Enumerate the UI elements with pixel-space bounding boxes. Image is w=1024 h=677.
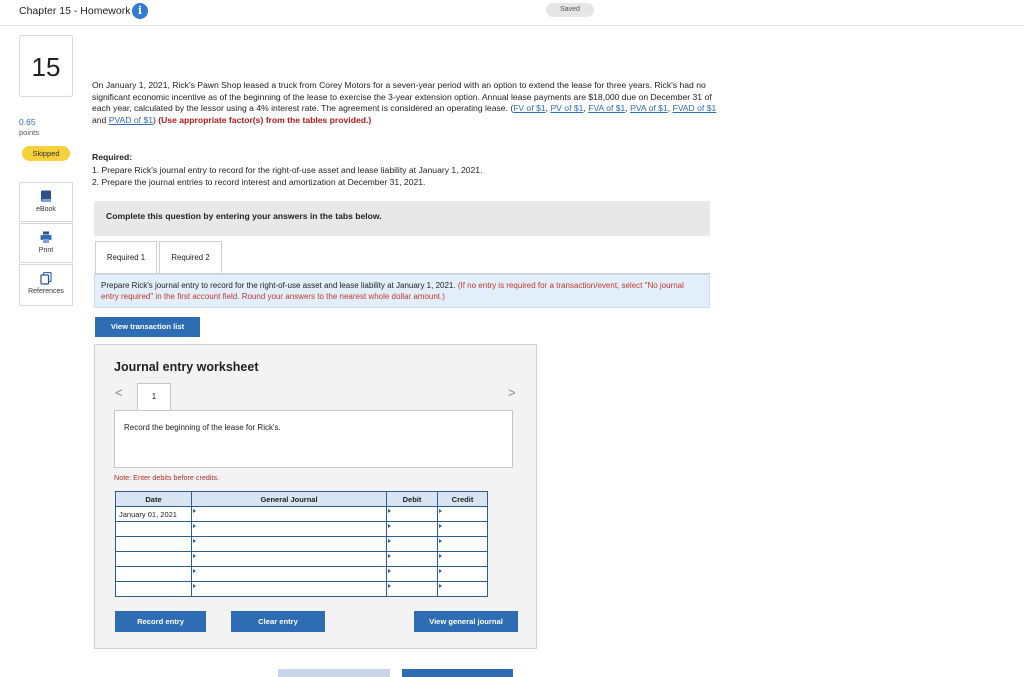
credit-cell[interactable] <box>438 537 488 552</box>
journal-entry-worksheet <box>94 344 537 649</box>
printer-icon <box>40 231 52 244</box>
worksheet-title: Journal entry worksheet <box>114 360 259 374</box>
dropdown-marker-icon <box>193 509 196 513</box>
credit-cell[interactable] <box>438 522 488 537</box>
input-marker-icon <box>388 569 391 573</box>
table-row <box>116 507 488 522</box>
input-marker-icon <box>388 539 391 543</box>
debit-cell[interactable] <box>387 537 438 552</box>
credit-cell[interactable] <box>438 567 488 582</box>
clear-entry-button[interactable]: Clear entry <box>231 611 325 632</box>
account-cell[interactable] <box>192 582 387 597</box>
chapter-title: Chapter 15 - Homework <box>19 5 131 17</box>
journal-table <box>115 491 488 597</box>
column-header-credit: Credit <box>438 492 488 507</box>
date-cell[interactable] <box>116 567 192 582</box>
tab-required-1[interactable]: Required 1 <box>95 241 157 273</box>
table-row <box>116 537 488 552</box>
required-item-1: 1. Prepare Rick's journal entry to record for the right-of-use asset and lease liability at January 1, 2021. <box>92 164 483 175</box>
input-marker-icon <box>439 524 442 528</box>
view-transaction-list-button[interactable]: View transaction list <box>95 317 200 337</box>
points-value: 0.65 <box>19 117 36 127</box>
input-marker-icon <box>439 539 442 543</box>
account-cell[interactable] <box>192 537 387 552</box>
date-cell[interactable] <box>116 522 192 537</box>
required-item-2: 2. Prepare the journal entries to record interest and amortization at December 31, 2021. <box>92 177 426 187</box>
points-label: points <box>19 128 40 137</box>
dropdown-marker-icon <box>193 539 196 543</box>
next-tab-button[interactable] <box>402 669 513 677</box>
problem-text <box>92 80 717 126</box>
saved-badge: Saved <box>546 3 594 17</box>
input-marker-icon <box>388 524 391 528</box>
ebook-label: eBook <box>36 206 56 213</box>
instruction-note: (If no entry is required for a transaction/event, select "No journal entry required" in the first account field. Round your answers to the nearest whole dollar amount.) <box>101 281 684 301</box>
link-pva[interactable]: PVA of $1 <box>630 103 668 114</box>
link-fvad[interactable]: FVAD of $1 <box>672 103 717 114</box>
print-label: Print <box>38 247 54 254</box>
credit-cell[interactable] <box>438 552 488 567</box>
input-marker-icon <box>439 569 442 573</box>
chevron-left-icon[interactable]: < <box>115 385 123 400</box>
problem-body: On January 1, 2021, Rick's Pawn Shop leased a truck from Corey Motors for a seven-year period with an option to extend the lease for three years. Rick's had no significant economic incentive as of the beginning of the lease to exercise the 3-year extension option. Annual lease payments are $18,000 due on December 31 of each year, calculated by the lessor using a 4% interest rate. The agreement is considered an operating lease. ( <box>92 80 712 114</box>
credit-cell[interactable] <box>438 582 488 597</box>
link-fv[interactable]: FV of $1 <box>513 103 546 114</box>
worksheet-description: Record the beginning of the lease for Rick's. <box>114 410 513 468</box>
table-row <box>116 552 488 567</box>
account-cell[interactable] <box>192 567 387 582</box>
info-icon[interactable]: i <box>132 3 148 19</box>
separator: , <box>667 103 673 114</box>
debit-cell[interactable] <box>387 567 438 582</box>
chevron-right-icon[interactable]: > <box>508 385 516 400</box>
dropdown-marker-icon <box>193 569 196 573</box>
top-bar <box>0 0 1024 26</box>
debit-cell[interactable] <box>387 522 438 537</box>
separator: , <box>545 103 551 114</box>
dropdown-marker-icon <box>193 554 196 558</box>
input-marker-icon <box>439 584 442 588</box>
input-marker-icon <box>388 584 391 588</box>
question-number: 15 <box>19 35 73 97</box>
references-button[interactable] <box>19 264 73 306</box>
tab-required-2[interactable]: Required 2 <box>159 241 222 273</box>
status-badge: Skipped <box>22 146 70 161</box>
date-cell[interactable] <box>116 582 192 597</box>
debit-cell[interactable] <box>387 552 438 567</box>
table-row <box>116 582 488 597</box>
and-text: and <box>92 114 109 125</box>
problem-emphasis: (Use appropriate factor(s) from the tables provided.) <box>158 114 372 125</box>
references-label: References <box>28 288 64 295</box>
date-cell[interactable] <box>116 552 192 567</box>
separator: , <box>583 103 589 114</box>
debit-cell[interactable] <box>387 507 438 522</box>
view-general-journal-button[interactable]: View general journal <box>414 611 518 632</box>
print-button[interactable] <box>19 223 73 263</box>
ebook-button[interactable] <box>19 182 73 222</box>
worksheet-note: Note: Enter debits before credits. <box>114 473 220 482</box>
dropdown-marker-icon <box>193 584 196 588</box>
record-entry-button[interactable]: Record entry <box>115 611 206 632</box>
previous-tab-button[interactable] <box>278 669 390 677</box>
date-cell[interactable] <box>116 537 192 552</box>
column-header-date: Date <box>116 492 192 507</box>
dropdown-marker-icon <box>193 524 196 528</box>
input-marker-icon <box>439 509 442 513</box>
column-header-debit: Debit <box>387 492 438 507</box>
link-fva[interactable]: FVA of $1 <box>588 103 626 114</box>
debit-cell[interactable] <box>387 582 438 597</box>
copy-icon <box>40 272 52 285</box>
column-header-general-journal: General Journal <box>192 492 387 507</box>
link-pvad[interactable]: PVAD of $1 <box>108 114 153 125</box>
table-row <box>116 567 488 582</box>
instruction-main: Prepare Rick's journal entry to record for the right-of-use asset and lease liability at January 1, 2021. <box>101 281 456 290</box>
link-pv[interactable]: PV of $1 <box>550 103 584 114</box>
input-marker-icon <box>388 509 391 513</box>
credit-cell[interactable] <box>438 507 488 522</box>
required-section <box>92 151 692 189</box>
separator: , <box>625 103 631 114</box>
input-marker-icon <box>388 554 391 558</box>
book-icon <box>40 190 52 203</box>
account-cell[interactable] <box>192 522 387 537</box>
table-row <box>116 522 488 537</box>
input-marker-icon <box>439 554 442 558</box>
account-cell[interactable] <box>192 552 387 567</box>
worksheet-step-tab[interactable]: 1 <box>137 383 171 411</box>
complete-question-bar: Complete this question by entering your answers in the tabs below. <box>94 201 710 236</box>
account-cell[interactable] <box>192 507 387 522</box>
journal-header-row <box>116 492 488 507</box>
date-cell[interactable]: January 01, 2021 <box>116 507 192 522</box>
required-heading: Required: <box>92 152 133 162</box>
close-paren: ) <box>153 114 159 125</box>
instruction-box <box>94 274 710 308</box>
